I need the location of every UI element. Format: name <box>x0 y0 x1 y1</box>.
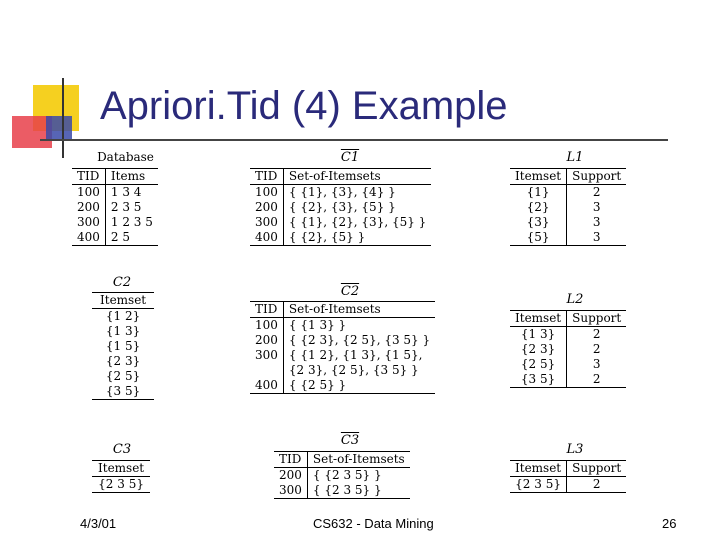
table-row <box>92 369 154 384</box>
l1-table <box>510 168 626 246</box>
footer-course: CS632 - Data Mining <box>313 516 434 531</box>
table-row <box>92 384 154 400</box>
slide-decoration <box>0 0 100 160</box>
slide-title: Apriori.Tid (4) Example <box>100 84 508 128</box>
c1bar-header-sets: Set-of-Itemsets <box>283 169 431 185</box>
itemset-cell: {1} <box>510 185 567 201</box>
itemset-cell: {2 5} <box>105 369 141 383</box>
sets-cell: { {2 3 5} } <box>312 468 382 482</box>
l1-header-itemset: Itemset <box>510 169 567 185</box>
table-row <box>92 354 154 369</box>
c3-caption: C3 <box>112 442 132 457</box>
support-cell: 3 <box>592 200 601 214</box>
table-row <box>250 215 431 230</box>
table-row <box>92 324 154 339</box>
table-row <box>250 318 435 334</box>
table-row <box>274 483 410 499</box>
footer-date: 4/3/01 <box>80 516 117 531</box>
table-row <box>92 477 150 493</box>
l3-table <box>510 460 626 493</box>
itemset-cell: {2 5} <box>510 357 567 372</box>
support-cell: 3 <box>592 215 601 229</box>
database-table <box>72 168 158 246</box>
itemset-cell: {5} <box>510 230 567 246</box>
itemset-cell: {1 3} <box>510 327 567 343</box>
table-row <box>250 378 435 394</box>
l3-header-itemset: Itemset <box>510 461 567 477</box>
c2bar-caption: C2 <box>340 284 360 299</box>
table-row <box>510 372 626 388</box>
l1-caption: L1 <box>566 150 584 165</box>
sets-cell: { {1 2}, {1 3}, {1 5}, <box>288 348 423 362</box>
c2bar-header-tid: TID <box>250 302 283 318</box>
c3bar-caption: C3 <box>340 433 360 448</box>
sets-cell: { {1 3} } <box>288 318 347 332</box>
tid-cell <box>250 363 283 378</box>
tid-cell: 300 <box>250 215 283 230</box>
itemset-cell: {2} <box>510 200 567 215</box>
table-row <box>250 333 435 348</box>
l2-caption: L2 <box>566 292 584 307</box>
table-row <box>72 230 158 246</box>
l2-header-support: Support <box>567 311 627 327</box>
itemset-cell: {1 2} <box>105 309 141 323</box>
support-cell: 2 <box>592 185 601 199</box>
table-row <box>510 327 626 343</box>
c3bar-header-sets: Set-of-Itemsets <box>307 452 409 468</box>
c1bar-caption: C1 <box>340 150 360 165</box>
table-row <box>510 200 626 215</box>
support-cell: 3 <box>592 230 601 244</box>
c2bar-table <box>250 301 435 394</box>
table-row <box>92 339 154 354</box>
sets-cell: { {1}, {2}, {3}, {5} } <box>288 215 427 229</box>
items-cell: 2 5 <box>110 230 130 244</box>
table-row <box>510 357 626 372</box>
c2-table <box>92 292 154 400</box>
c2-header-itemset: Itemset <box>92 293 154 309</box>
table-row <box>250 200 431 215</box>
title-rule <box>40 139 668 141</box>
tid-cell: 400 <box>72 230 105 246</box>
table-row <box>510 230 626 246</box>
tid-cell: 300 <box>274 483 307 499</box>
tid-cell: 200 <box>72 200 105 215</box>
table-row <box>72 215 158 230</box>
vertical-line <box>62 78 64 158</box>
sets-cell: { {2 3 5} } <box>312 483 382 497</box>
tid-cell: 200 <box>250 333 283 348</box>
database-header-tid: TID <box>72 169 105 185</box>
tid-cell: 200 <box>274 468 307 484</box>
tid-cell: 300 <box>72 215 105 230</box>
items-cell: 1 3 4 <box>110 185 142 199</box>
support-cell: 2 <box>592 327 601 341</box>
table-row <box>92 309 154 325</box>
items-cell: 2 3 5 <box>110 200 142 214</box>
sets-cell: { {1}, {3}, {4} } <box>288 185 396 199</box>
table-row <box>510 215 626 230</box>
table-row <box>510 477 626 493</box>
itemset-cell: {3} <box>510 215 567 230</box>
c1bar-header-tid: TID <box>250 169 283 185</box>
sets-cell: { {2 5} } <box>288 378 347 392</box>
table-row <box>250 363 435 378</box>
support-cell: 2 <box>592 372 601 386</box>
table-row <box>250 348 435 363</box>
l1-header-support: Support <box>567 169 627 185</box>
sets-cell: { {2}, {3}, {5} } <box>288 200 396 214</box>
database-header-items: Items <box>105 169 157 185</box>
tid-cell: 300 <box>250 348 283 363</box>
tid-cell: 100 <box>72 185 105 201</box>
tid-cell: 400 <box>250 230 283 246</box>
table-row <box>250 230 431 246</box>
tid-cell: 100 <box>250 185 283 201</box>
itemset-cell: {1 5} <box>105 339 141 353</box>
table-row <box>510 342 626 357</box>
c3bar-header-tid: TID <box>274 452 307 468</box>
table-row <box>510 185 626 201</box>
itemset-cell: {2 3} <box>105 354 141 368</box>
items-cell: 1 2 3 5 <box>110 215 153 229</box>
footer-page-number: 26 <box>662 516 677 531</box>
table-row <box>72 200 158 215</box>
sets-cell: {2 3}, {2 5}, {3 5} } <box>288 363 419 377</box>
itemset-cell: {3 5} <box>105 384 141 398</box>
itemset-cell: {2 3 5} <box>510 477 567 493</box>
sets-cell: { {2}, {5} } <box>288 230 366 244</box>
c1bar-table <box>250 168 431 246</box>
table-row <box>250 185 431 201</box>
c2bar-header-sets: Set-of-Itemsets <box>283 302 435 318</box>
database-caption: Database <box>97 150 154 164</box>
support-cell: 3 <box>592 357 601 371</box>
l2-table <box>510 310 626 388</box>
table-row <box>72 185 158 201</box>
support-cell: 2 <box>592 477 601 491</box>
tid-cell: 200 <box>250 200 283 215</box>
blue-square <box>46 116 72 140</box>
l3-header-support: Support <box>567 461 627 477</box>
tid-cell: 400 <box>250 378 283 394</box>
c3-header-itemset: Itemset <box>92 461 150 477</box>
itemset-cell: {2 3 5} <box>98 477 144 491</box>
itemset-cell: {1 3} <box>105 324 141 338</box>
support-cell: 2 <box>592 342 601 356</box>
c3-table <box>92 460 150 493</box>
l3-caption: L3 <box>566 442 584 457</box>
table-row <box>274 468 410 484</box>
tid-cell: 100 <box>250 318 283 334</box>
l2-header-itemset: Itemset <box>510 311 567 327</box>
c3bar-table <box>274 451 410 499</box>
c2-caption: C2 <box>112 275 132 290</box>
itemset-cell: {2 3} <box>510 342 567 357</box>
sets-cell: { {2 3}, {2 5}, {3 5} } <box>288 333 431 347</box>
itemset-cell: {3 5} <box>510 372 567 388</box>
